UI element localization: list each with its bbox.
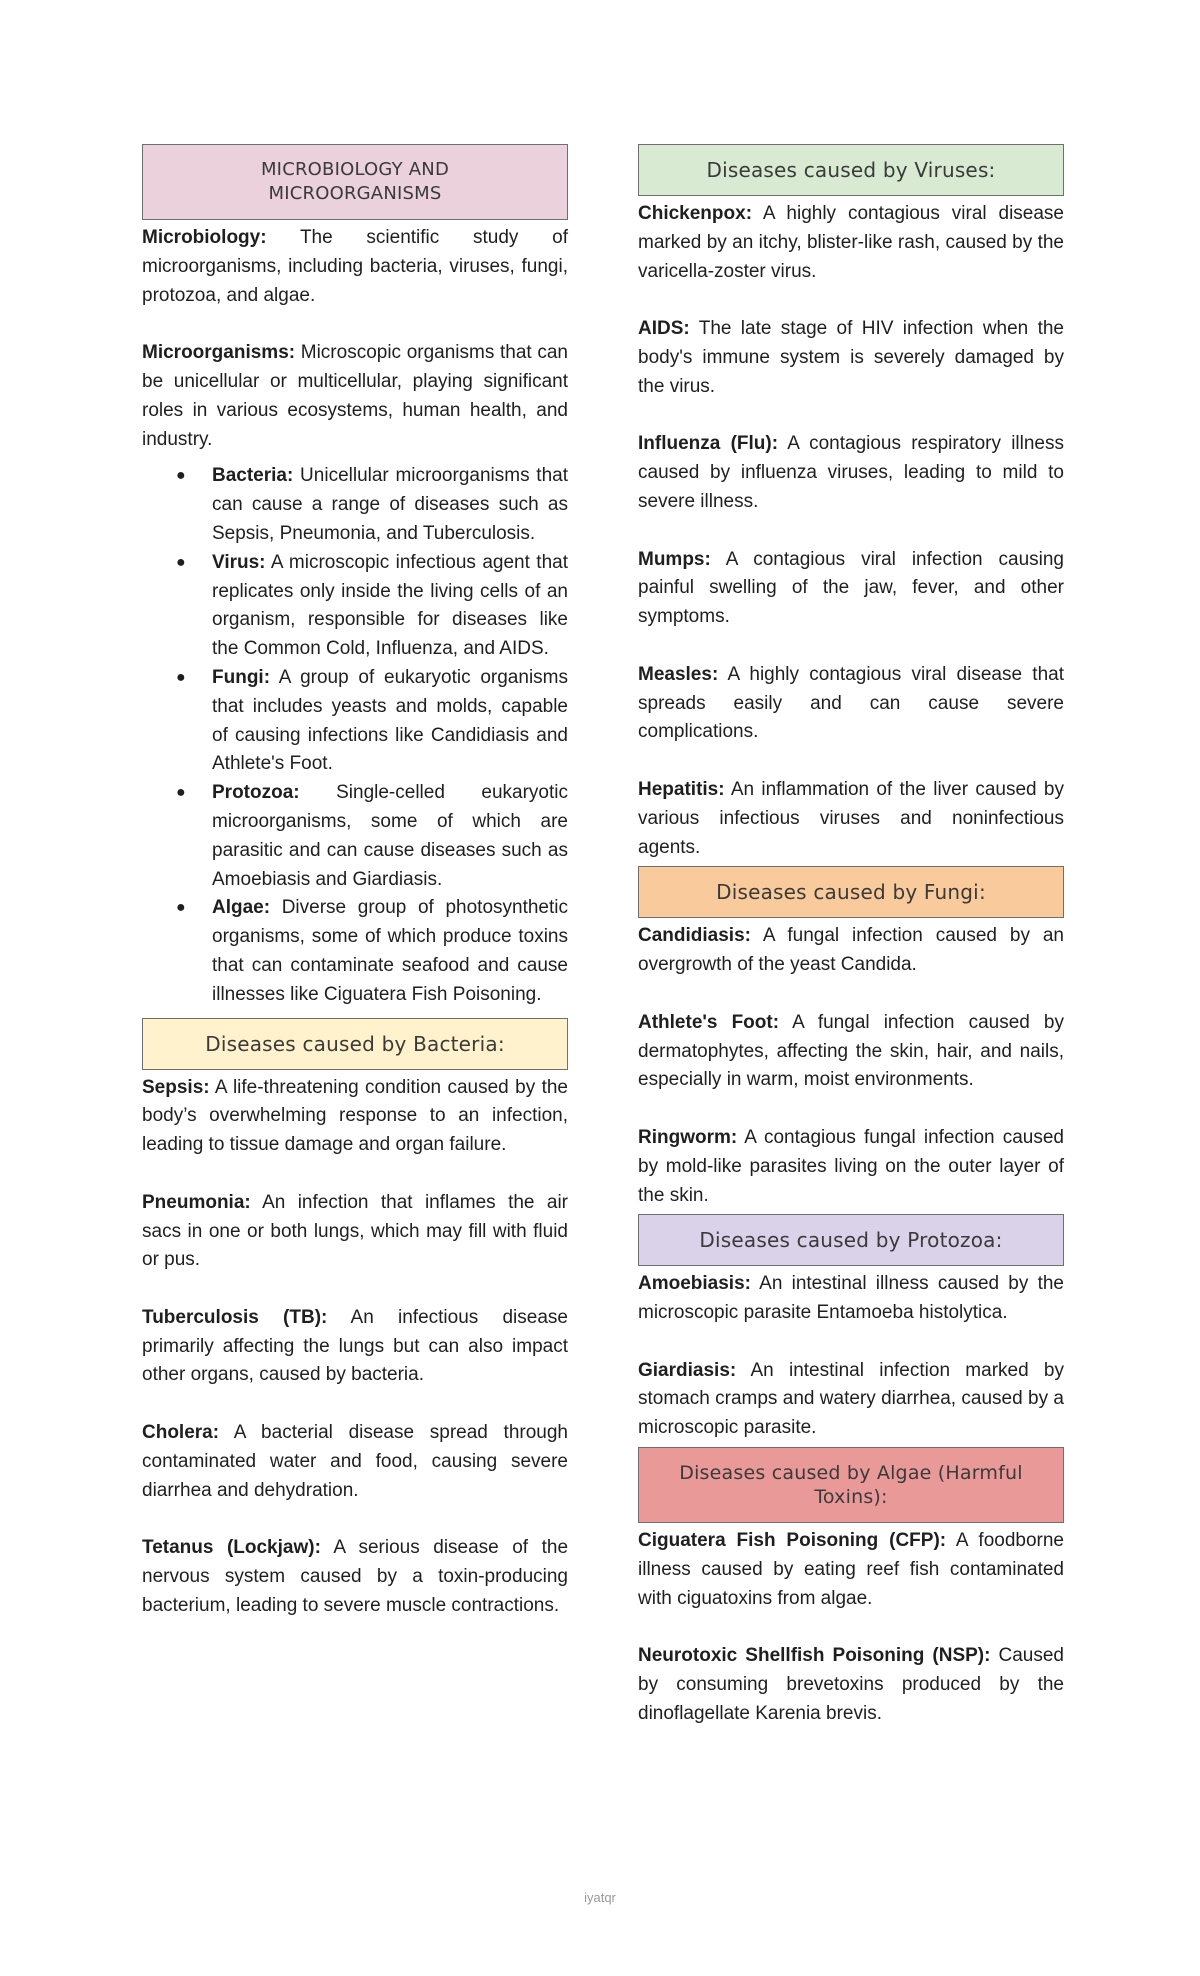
page-title: MICROBIOLOGY AND MICROORGANISMS	[142, 144, 568, 220]
disease-entry: Cholera: A bacterial disease spread through contaminated water and food, causing severe diarrhea and dehydration.	[142, 1422, 568, 1501]
disease-entry: Tuberculosis (TB): An infectious disease primarily affecting the lungs but can also impact other organs, caused by bacteria.	[142, 1306, 568, 1386]
protozoa-heading: Diseases caused by Protozoa:	[638, 1214, 1064, 1266]
bullet-icon: ●	[176, 784, 186, 802]
left-column	[142, 144, 568, 1621]
bullet-icon: ●	[176, 899, 186, 917]
disease-entry: Mumps: A contagious viral infection causing painful swelling of the jaw, fever, and other symptoms.	[638, 548, 1064, 628]
list-item: ● Protozoa: Single-celled eukaryotic microorganisms, some of which are parasitic and can cause diseases such as Amoebiasis and Giardiasis.	[212, 779, 568, 894]
disease-entry: Tetanus (Lockjaw): A serious disease of the nervous system caused by a toxin-producing bacterium, leading to severe muscle contractions.	[142, 1537, 569, 1616]
right-column	[638, 144, 1064, 1729]
disease-entry: Sepsis: A life-threatening condition caused by the body’s overwhelming response to an infection, leading to tissue damage and organ failure.	[142, 1076, 568, 1156]
disease-entry: Giardiasis: An intestinal infection marked by stomach cramps and watery diarrhea, caused by a microscopic parasite.	[638, 1359, 1064, 1439]
bullet-icon: ●	[176, 668, 186, 686]
bullet-icon: ●	[176, 553, 186, 571]
disease-entry: AIDS: The late stage of HIV infection when the body's immune system is severely damaged by the virus.	[638, 318, 1064, 397]
disease-entry: Pneumonia: An infection that inflames the air sacs in one or both lungs, which may fill with fluid or pus.	[142, 1191, 568, 1271]
page-footer: iyatqr	[584, 1890, 616, 1905]
list-item: ● Fungi: A group of eukaryotic organisms that includes yeasts and molds, capable of causing infections like Candidiasis and Athlete's Foot.	[212, 664, 568, 779]
disease-entry: Hepatitis: An inflammation of the liver caused by various infectious viruses and noninfectious agents.	[638, 778, 1064, 858]
disease-entry: Influenza (Flu): A contagious respiratory illness caused by influenza viruses, leading to mild to severe illness.	[638, 433, 1064, 512]
bacteria-heading: Diseases caused by Bacteria:	[142, 1018, 568, 1070]
disease-entry: Ringworm: A contagious fungal infection caused by mold-like parasites living on the outer layer of the skin.	[638, 1126, 1064, 1206]
list-item: ● Algae: Diverse group of photosynthetic organisms, some of which produce toxins that can contaminate seafood and cause illnesses like Ciguatera Fish Poisoning.	[212, 894, 568, 1009]
disease-entry: Neurotoxic Shellfish Poisoning (NSP): Caused by consuming brevetoxins produced by the dinoflagellate Karenia brevis.	[638, 1645, 1064, 1724]
disease-entry: Amoebiasis: An intestinal illness caused by the microscopic parasite Entamoeba histolytica.	[638, 1273, 1064, 1324]
disease-entry: Candidiasis: A fungal infection caused by an overgrowth of the yeast Candida.	[638, 925, 1064, 976]
disease-entry: Ciguatera Fish Poisoning (CFP): A foodborne illness caused by eating reef fish contaminated with ciguatoxins from algae.	[638, 1530, 1064, 1609]
disease-entry: Measles: A highly contagious viral disease that spreads easily and can cause severe complications.	[638, 663, 1064, 743]
bullet-icon: ●	[176, 467, 186, 485]
definition-microorganisms: Microorganisms: Microscopic organisms that can be unicellular or multicellular, playing significant roles in various ecosystems, human health, and industry.	[142, 342, 568, 450]
microorganism-types-list	[142, 462, 568, 1009]
virus-heading: Diseases caused by Viruses:	[638, 144, 1064, 196]
disease-entry: Chickenpox: A highly contagious viral disease marked by an itchy, blister-like rash, caused by the varicella-zoster virus.	[638, 203, 1064, 282]
definition-microbiology: Microbiology: The scientific study of microorganisms, including bacteria, viruses, fungi, protozoa, and algae.	[142, 227, 568, 306]
disease-entry: Athlete's Foot: A fungal infection caused by dermatophytes, affecting the skin, hair, and nails, especially in warm, moist environments.	[638, 1011, 1065, 1091]
list-item: ● Virus: A microscopic infectious agent that replicates only inside the living cells of an organism, responsible for diseases like the Common Cold, Influenza, and AIDS.	[212, 549, 568, 664]
algae-heading: Diseases caused by Algae (Harmful Toxins):	[638, 1447, 1064, 1523]
list-item: ● Bacteria: Unicellular microorganisms that can cause a range of diseases such as Sepsis, Pneumonia, and Tuberculosis.	[212, 462, 568, 548]
fungi-heading: Diseases caused by Fungi:	[638, 866, 1064, 918]
